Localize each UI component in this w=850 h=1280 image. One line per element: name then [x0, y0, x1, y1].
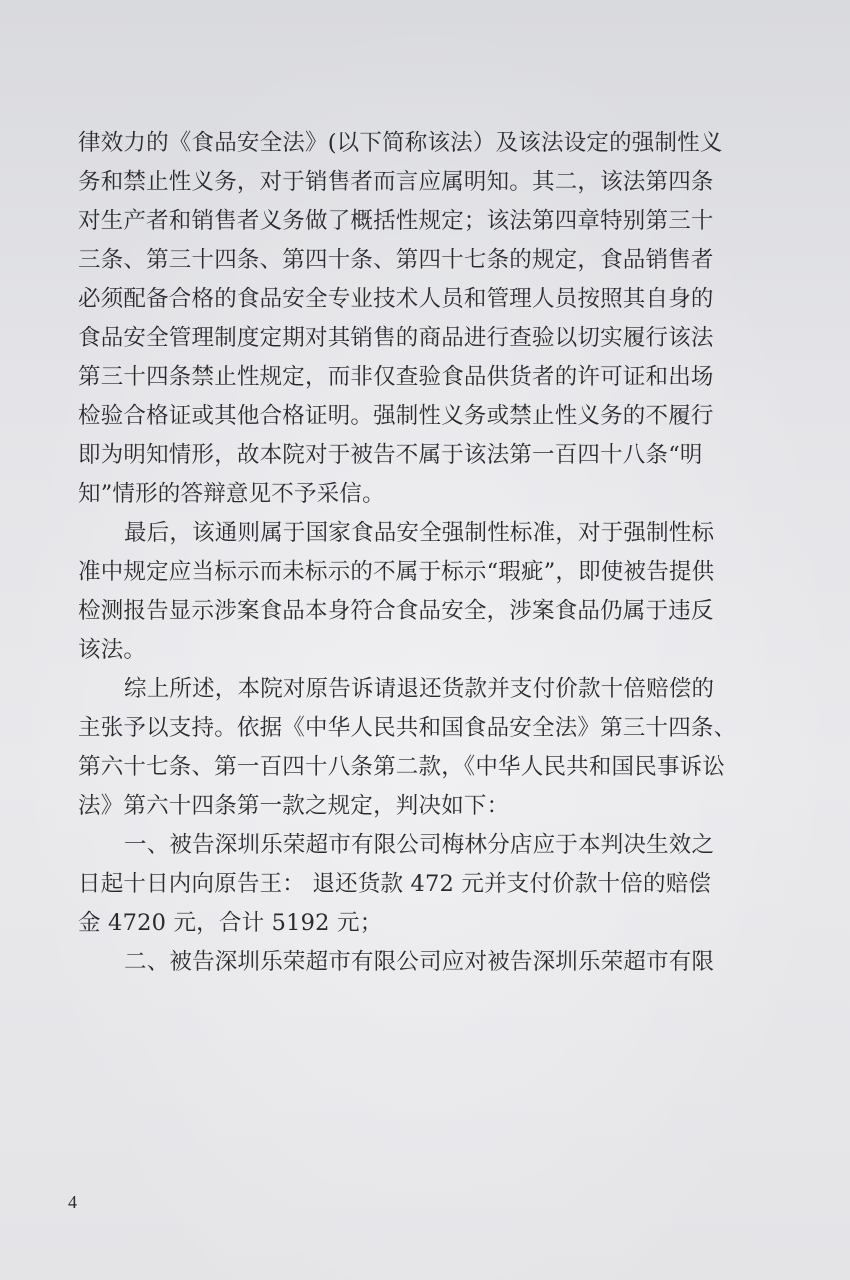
text-line: 必须配备合格的食品安全专业技术人员和管理人员按照其自身的 — [78, 286, 714, 312]
text-line: 该法。 — [78, 637, 147, 663]
text-line: 知”情形的答辩意见不予采信。 — [78, 481, 385, 507]
text-line: 综上所述，本院对原告诉请退还货款并支付价款十倍赔偿的 — [124, 676, 715, 702]
text-line: 即为明知情形，故本院对于被告不属于该法第一百四十八条“明 — [78, 442, 703, 468]
page-number: 4 — [68, 1192, 77, 1212]
text-line: 律效力的《食品安全法》(以下简称该法）及该法设定的强制性义 — [78, 130, 723, 156]
text-line: 第六十七条、第一百四十八条第二款，《中华人民共和国民事诉讼 — [78, 754, 726, 780]
text-line: 法》第六十四条第一款之规定，判决如下： — [78, 793, 510, 819]
text-line: 食品安全管理制度定期对其销售的商品进行查验以切实履行该法 — [78, 325, 714, 351]
text-line: 准中规定应当标示而未标示的不属于标示“瑕疵”，即使被告提供 — [78, 559, 715, 585]
text-line: 主张予以支持。依据《中华人民共和国食品安全法》第三十四条、 — [78, 715, 737, 741]
paragraph-ruling-two — [78, 943, 778, 982]
text-line: 日起十日内向原告王： 退还货款 472 元并支付价款十倍的赔偿 — [78, 871, 712, 897]
text-line: 三条、第三十四条、第四十条、第四十七条的规定，食品销售者 — [78, 247, 714, 273]
text-line: 一、被告深圳乐荣超市有限公司梅林分店应于本判决生效之 — [124, 832, 715, 858]
judgment-text — [78, 124, 778, 982]
text-line: 务和禁止性义务，对于销售者而言应属明知。其二，该法第四条 — [78, 169, 714, 195]
text-line: 第三十四条禁止性规定，而非仅查验食品供货者的许可证和出场 — [78, 364, 714, 390]
paragraph-ruling-one — [78, 826, 778, 943]
text-line: 金 4720 元，合计 5192 元； — [78, 910, 383, 936]
text-line: 二、被告深圳乐荣超市有限公司应对被告深圳乐荣超市有限 — [124, 949, 715, 975]
paragraph-finally — [78, 514, 778, 670]
paragraph-conclusion — [78, 670, 778, 826]
text-line: 最后，该通则属于国家食品安全强制性标准，对于强制性标 — [124, 520, 715, 546]
text-line: 对生产者和销售者义务做了概括性规定；该法第四章特别第三十 — [78, 208, 714, 234]
paragraph-reasoning — [78, 124, 778, 514]
text-line: 检验合格证或其他合格证明。强制性义务或禁止性义务的不履行 — [78, 403, 714, 429]
text-line: 检测报告显示涉案食品本身符合食品安全，涉案食品仍属于违反 — [78, 598, 714, 624]
